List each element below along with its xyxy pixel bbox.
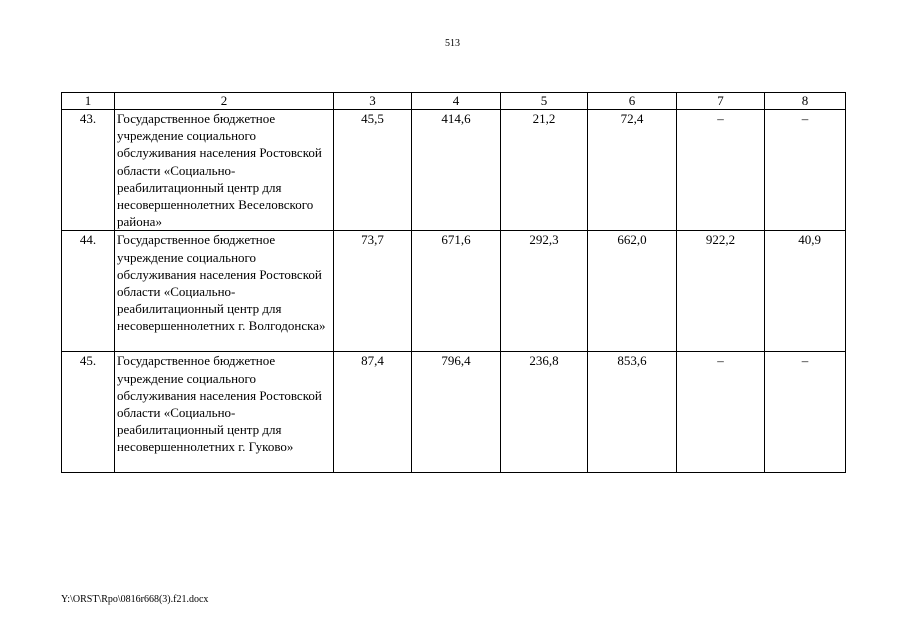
value-col-8: 40,9	[765, 231, 846, 352]
column-header: 2	[115, 93, 334, 110]
value-col-4: 414,6	[412, 110, 501, 231]
table-row	[62, 231, 846, 352]
value-col-3: 45,5	[334, 110, 412, 231]
page-number: 513	[445, 38, 460, 49]
institution-name: Государственное бюджетное учреждение социального обслуживания населения Ростовской области «Социально-реабилитационный центр для несовершеннолетних Веселовского района»	[115, 110, 334, 231]
institution-name: Государственное бюджетное учреждение социального обслуживания населения Ростовской области «Социально-реабилитационный центр для несовершеннолетних г. Гуково»	[115, 352, 334, 473]
table-row	[62, 352, 846, 473]
value-col-7: –	[677, 110, 765, 231]
value-col-5: 292,3	[501, 231, 588, 352]
column-header: 4	[412, 93, 501, 110]
data-table	[61, 92, 846, 473]
value-col-5: 236,8	[501, 352, 588, 473]
column-header: 6	[588, 93, 677, 110]
column-header: 7	[677, 93, 765, 110]
value-col-3: 73,7	[334, 231, 412, 352]
column-header: 1	[62, 93, 115, 110]
value-col-7: 922,2	[677, 231, 765, 352]
row-number: 45.	[62, 352, 115, 473]
row-number: 43.	[62, 110, 115, 231]
value-col-7: –	[677, 352, 765, 473]
column-header: 3	[334, 93, 412, 110]
footer-file-path: Y:\ORST\Rpo\0816r668(3).f21.docx	[61, 594, 209, 605]
value-col-8: –	[765, 110, 846, 231]
row-number: 44.	[62, 231, 115, 352]
value-col-8: –	[765, 352, 846, 473]
value-col-5: 21,2	[501, 110, 588, 231]
value-col-4: 796,4	[412, 352, 501, 473]
value-col-6: 662,0	[588, 231, 677, 352]
column-header: 5	[501, 93, 588, 110]
value-col-3: 87,4	[334, 352, 412, 473]
value-col-6: 72,4	[588, 110, 677, 231]
value-col-6: 853,6	[588, 352, 677, 473]
value-col-4: 671,6	[412, 231, 501, 352]
column-header: 8	[765, 93, 846, 110]
table-row	[62, 110, 846, 231]
table-header-row	[62, 93, 846, 110]
institution-name: Государственное бюджетное учреждение социального обслуживания населения Ростовской области «Социально-реабилитационный центр для несовершеннолетних г. Волгодонска»	[115, 231, 334, 352]
